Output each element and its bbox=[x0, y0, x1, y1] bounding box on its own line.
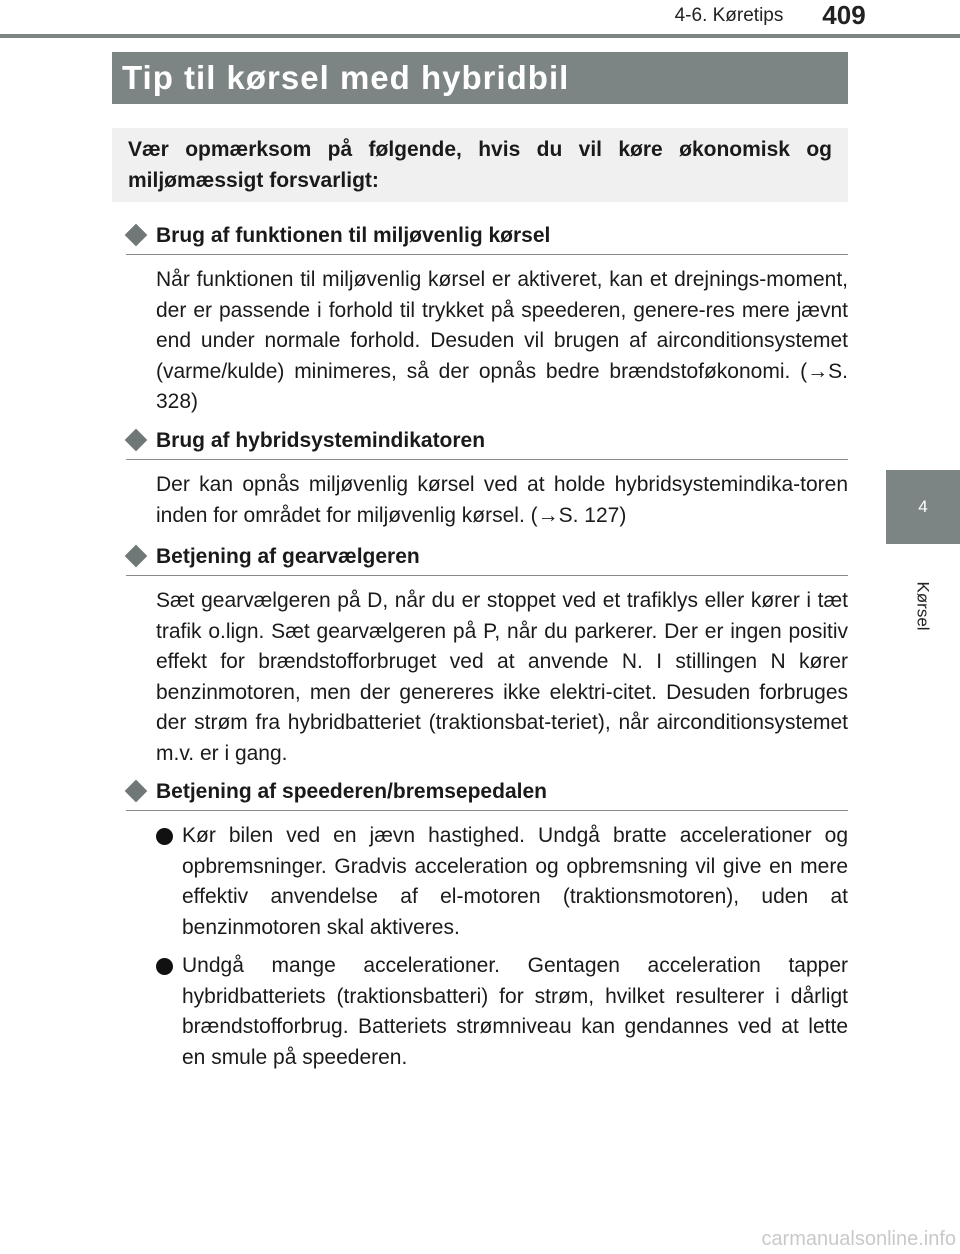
section-heading bbox=[126, 427, 848, 460]
section-heading-text: Brug af funktionen til miljøvenlig kørsel bbox=[156, 224, 551, 247]
section-hybrid-indicator bbox=[126, 427, 848, 531]
diamond-bullet-icon bbox=[125, 545, 148, 568]
header-rule bbox=[0, 34, 960, 38]
chapter-label bbox=[886, 556, 960, 656]
round-bullet-icon bbox=[156, 828, 173, 845]
chapter-number: 4 bbox=[918, 497, 928, 516]
round-bullet-icon bbox=[156, 958, 173, 975]
diamond-bullet-icon bbox=[125, 780, 148, 803]
watermark: carmanualsonline.info bbox=[761, 1228, 956, 1250]
list-item bbox=[154, 951, 848, 1073]
header-section-label: 4-6. Køretips bbox=[674, 5, 784, 26]
section-body: Sæt gearvælgeren på D, når du er stoppet ved et trafiklys eller kører i tæt trafik o.lign. Sæt gearvælgeren på P, når du parkerer. Der er ingen positiv effekt for brændstofforbruget ved at anvende N. I stillingen N kører benzinmotoren, men der genereres ikke elektri-citet. Desuden forbruges der strøm fra hybridbatteriet (traktionsbat-teriet), når airconditionsystemet m.v. er i gang. bbox=[156, 589, 848, 765]
section-eco-drive bbox=[126, 222, 848, 418]
section-body: Der kan opnås miljøvenlig kørsel ved at holde hybridsystemindika-toren inden for området for miljøvenlig kørsel. (→S. 127) bbox=[156, 473, 848, 527]
diamond-bullet-icon bbox=[125, 224, 148, 247]
page-number: 409 bbox=[822, 0, 866, 30]
chapter-label-text: Kørsel bbox=[914, 581, 933, 631]
section-heading-text: Betjening af gearvælgeren bbox=[156, 545, 420, 568]
section-gear-selector bbox=[126, 543, 848, 769]
page-title: Tip til kørsel med hybridbil bbox=[112, 52, 848, 104]
list-item-text: Kør bilen ved en jævn hastighed. Undgå bratte accelerationer og opbremsninger. Gradvis acceleration og opbremsning vil give en mere effektiv anvendelse af el-motoren (traktionsmotoren), uden at benzinmotoren skal aktiveres. bbox=[182, 824, 848, 939]
section-heading bbox=[126, 543, 848, 576]
list-item-text: Undgå mange accelerationer. Gentagen acceleration tapper hybridbatteriets (traktionsbatteri) for strøm, hvilket resulterer i dårligt brændstofforbrug. Batteriets strømniveau kan gendannes ved at lette en smule på speederen. bbox=[182, 954, 848, 1069]
diamond-bullet-icon bbox=[125, 429, 148, 452]
section-heading-text: Brug af hybridsystemindikatoren bbox=[156, 429, 486, 452]
intro-box: Vær opmærksom på følgende, hvis du vil køre økonomisk og miljømæssigt forsvarligt: bbox=[112, 128, 848, 202]
section-heading bbox=[126, 778, 848, 811]
chapter-tab bbox=[886, 470, 960, 544]
section-heading bbox=[126, 222, 848, 255]
bullet-list bbox=[154, 821, 848, 1073]
section-body: Når funktionen til miljøvenlig kørsel er aktiveret, kan et drejnings-moment, der er passende i forhold til trykket på speederen, genere-res mere jævnt end under normale forhold. Desuden vil brugen af airconditionsystemet (varme/kulde) minimeres, så der opnås bedre brændstoføkonomi. (→S. 328) bbox=[156, 268, 848, 413]
list-item bbox=[154, 821, 848, 943]
section-pedals bbox=[126, 778, 848, 1081]
section-heading-text: Betjening af speederen/bremsepedalen bbox=[156, 780, 547, 803]
